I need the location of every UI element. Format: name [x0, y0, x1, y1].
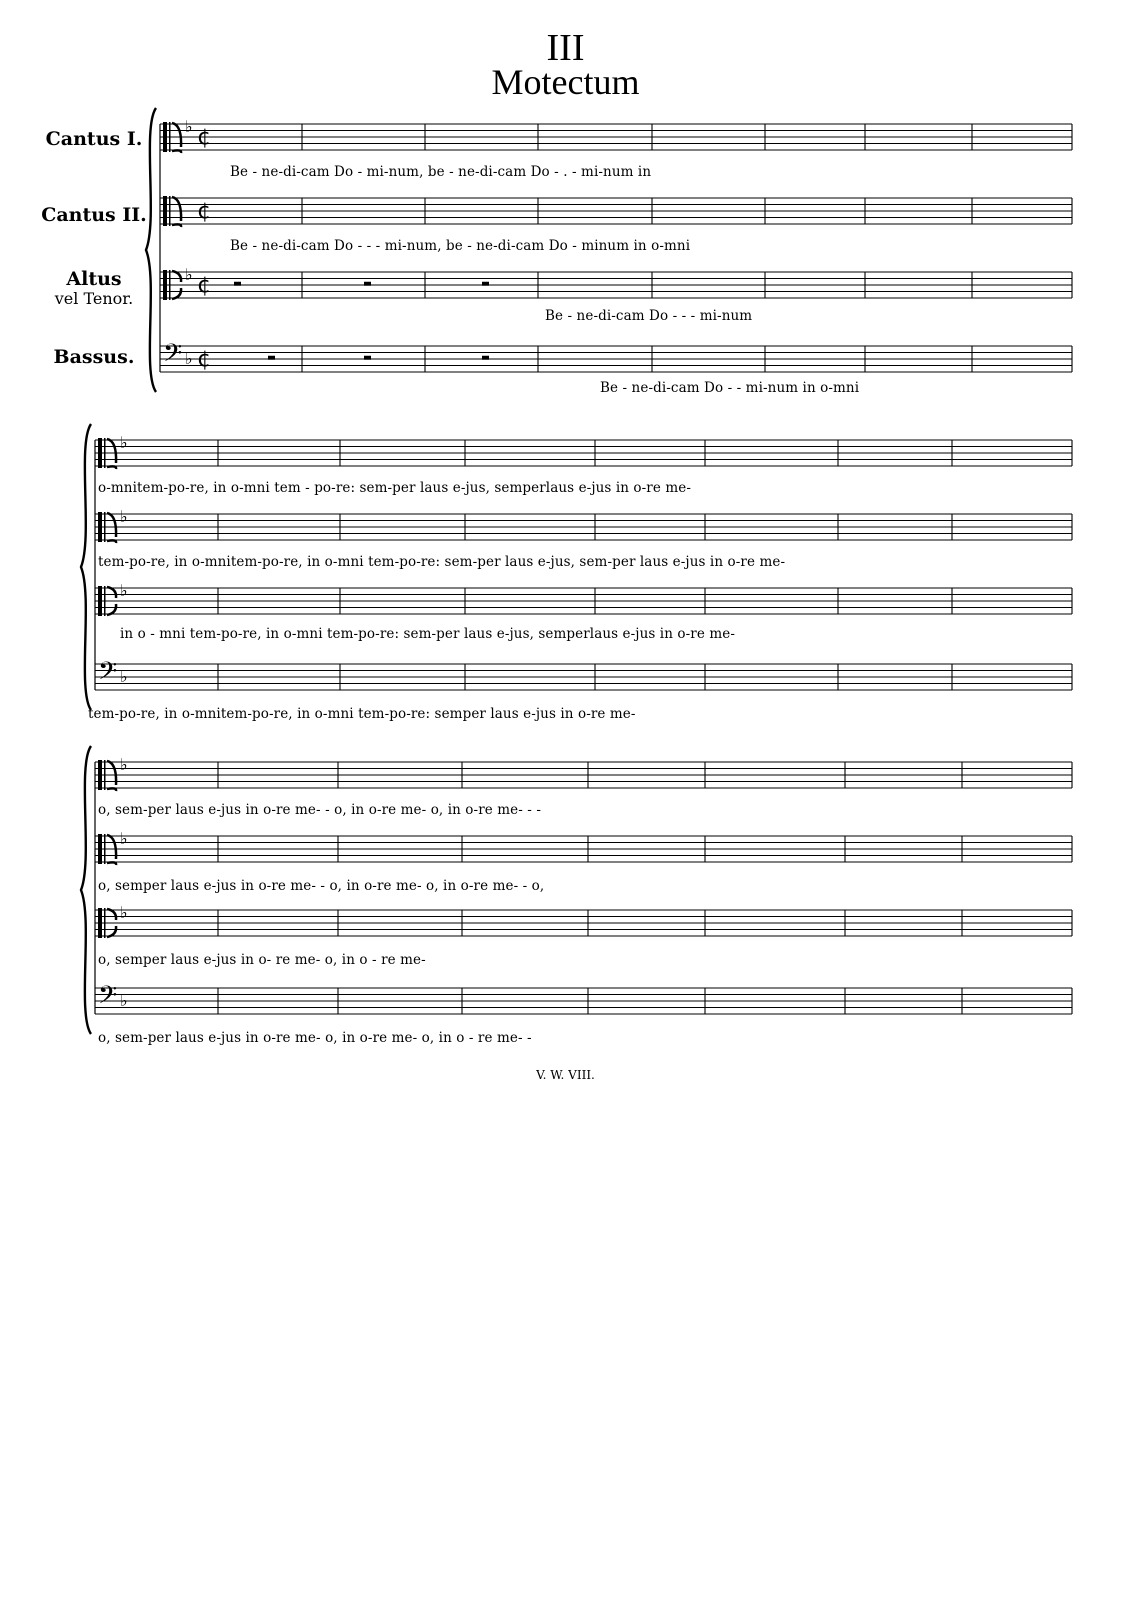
c-clef	[163, 270, 167, 300]
whole-rest	[364, 282, 371, 286]
lyric-s1-cantus-2: Be - ne-di-cam Do - - - mi-num, be - ne-di-cam Do - minum in o-mni	[230, 238, 691, 254]
voice-label-altus-name: Altus	[66, 268, 122, 290]
c-clef	[98, 438, 102, 468]
cut-time-sign: ¢	[197, 273, 211, 299]
c-clef	[107, 439, 116, 469]
lyric-s3-cantus-2: o, semper laus e-jus in o-re me- - o, in o-re me- o, in o-re me- - o,	[98, 878, 545, 894]
bass-clef: 𝄢	[98, 657, 118, 692]
c-clef	[98, 586, 102, 616]
flat-sign: ♭	[120, 828, 128, 848]
lyric-s1-bassus: Be - ne-di-cam Do - - mi-num in o-mni	[600, 380, 860, 396]
lyric-s2-bassus: tem-po-re, in o-mnitem-po-re, in o-mni tem-po-re: semper laus e-jus in o-re me-	[88, 706, 636, 722]
lyric-s1-altus: Be - ne-di-cam Do - - - mi-num	[545, 308, 753, 324]
page-footer: V. W. VIII.	[536, 1068, 595, 1082]
flat-sign: ♭	[120, 991, 128, 1011]
c-clef	[98, 512, 102, 542]
c-clef	[107, 513, 116, 543]
voice-label-cantus-2: Cantus II.	[41, 204, 147, 226]
c-clef	[104, 908, 106, 938]
system-brace	[146, 108, 156, 392]
c-clef	[172, 123, 181, 153]
voice-label-bassus: Bassus.	[53, 346, 135, 368]
flat-sign: ♭	[120, 580, 128, 600]
c-clef	[104, 834, 106, 864]
lyric-s3-cantus-1: o, sem-per laus e-jus in o-re me- - o, in o-re me- o, in o-re me- - -	[98, 802, 541, 818]
cut-time-sign: ¢	[197, 347, 211, 373]
c-clef	[169, 196, 171, 226]
c-clef	[104, 760, 106, 790]
c-clef	[104, 438, 106, 468]
bass-clef: 𝄢	[98, 981, 118, 1016]
flat-sign: ♭	[185, 116, 193, 136]
whole-rest	[234, 282, 241, 286]
c-clef	[98, 834, 102, 864]
whole-rest	[482, 282, 489, 286]
cut-time-sign: ¢	[197, 199, 211, 225]
flat-sign: ♭	[120, 754, 128, 774]
voice-label-cantus-1: Cantus I.	[45, 128, 143, 150]
c-clef	[172, 197, 181, 227]
c-clef	[169, 122, 171, 152]
system-brace	[81, 746, 91, 1034]
c-clef	[107, 835, 116, 865]
c-clef	[107, 761, 116, 791]
c-clef	[169, 270, 171, 300]
flat-sign: ♭	[120, 667, 128, 687]
c-clef	[98, 908, 102, 938]
c-clef	[104, 586, 106, 616]
flat-sign: ♭	[185, 349, 193, 369]
lyric-s2-cantus-1: o-mnitem-po-re, in o-mni tem - po-re: sem-per laus e-jus, semperlaus e-jus in o-re me-	[98, 480, 691, 496]
flat-sign: ♭	[120, 432, 128, 452]
piece-number: III	[546, 27, 585, 69]
flat-sign: ♭	[120, 506, 128, 526]
piece-title: Motectum	[491, 62, 640, 102]
c-clef	[98, 760, 102, 790]
cut-time-sign: ¢	[197, 125, 211, 151]
voice-label-altus-sub: vel Tenor.	[54, 289, 134, 308]
whole-rest	[482, 356, 489, 360]
whole-rest	[268, 356, 275, 360]
lyric-s3-altus: o, semper laus e-jus in o- re me- o, in o - re me-	[98, 952, 426, 968]
lyric-s1-cantus-1: Be - ne-di-cam Do - mi-num, be - ne-di-cam Do - . - mi-num in	[230, 164, 652, 180]
flat-sign: ♭	[185, 264, 193, 284]
c-clef	[163, 196, 167, 226]
c-clef	[163, 122, 167, 152]
flat-sign: ♭	[120, 902, 128, 922]
c-clef	[104, 512, 106, 542]
lyric-s3-bassus: o, sem-per laus e-jus in o-re me- o, in o-re me- o, in o - re me- -	[98, 1030, 532, 1046]
lyric-s2-altus: in o - mni tem-po-re, in o-mni tem-po-re: sem-per laus e-jus, semperlaus e-jus in o-re me-	[120, 626, 735, 642]
system-brace	[81, 424, 91, 710]
bass-clef: 𝄢	[163, 339, 183, 374]
lyric-s2-cantus-2: tem-po-re, in o-mnitem-po-re, in o-mni tem-po-re: sem-per laus e-jus, sem-per laus e-jus in o-re me-	[98, 554, 786, 570]
whole-rest	[364, 356, 371, 360]
